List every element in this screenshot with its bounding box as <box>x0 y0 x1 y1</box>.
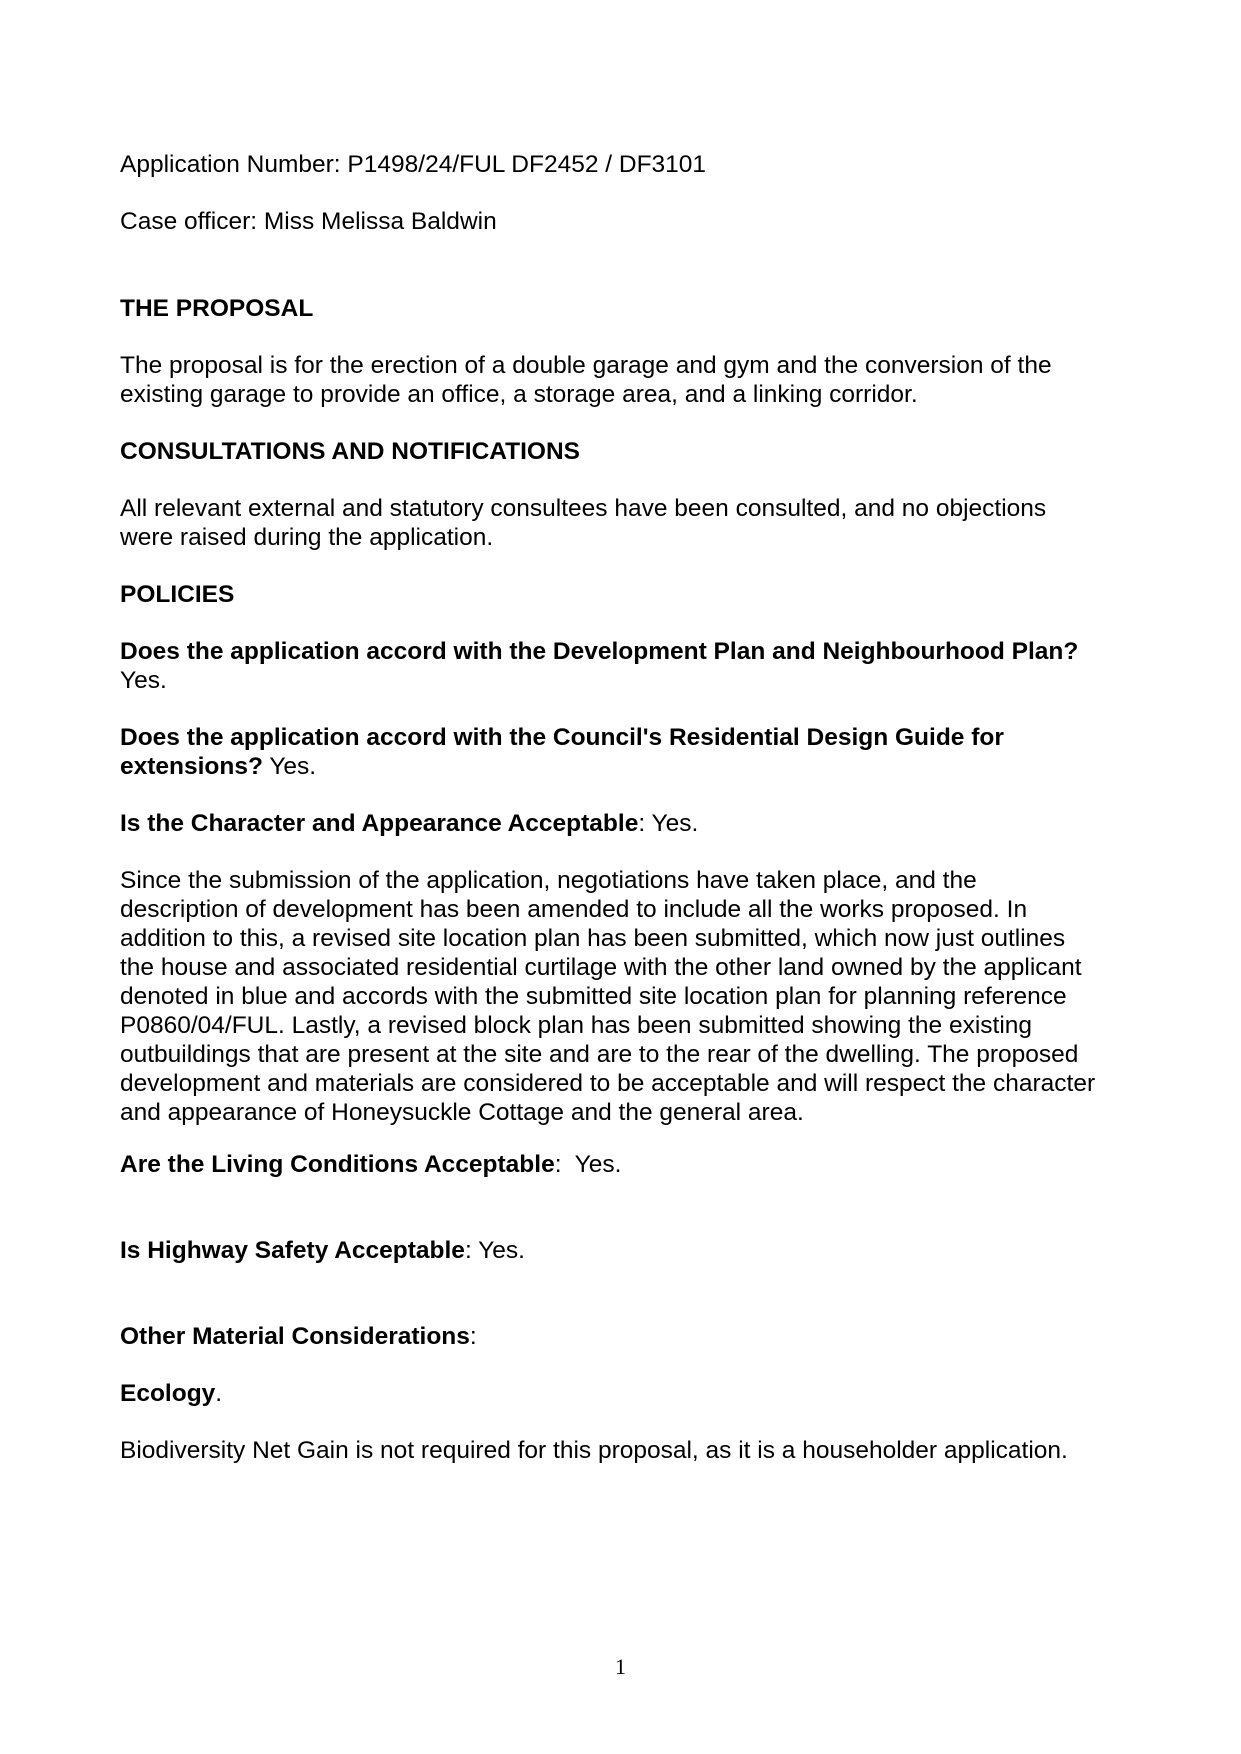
consultations-line: were raised during the application. <box>120 524 494 551</box>
highway-answer: : Yes. <box>464 1237 525 1264</box>
consultations-heading: CONSULTATIONS AND NOTIFICATIONS <box>120 438 581 465</box>
character-paragraph <box>120 866 1120 1127</box>
character-line: denoted in blue and accords with the submitted site location plan for planning reference <box>120 983 1067 1010</box>
ecology-suffix: . <box>215 1380 223 1407</box>
character-label: Is the Character and Appearance Acceptable <box>120 810 639 837</box>
character-line: addition to this, a revised site location plan has been submitted, which now just outlines <box>120 925 1066 952</box>
character-line: P0860/04/FUL. Lastly, a revised block plan has been submitted showing the existing <box>120 1012 1033 1039</box>
character-line: Since the submission of the application, negotiations have taken place, and the <box>120 867 977 894</box>
proposal-heading: THE PROPOSAL <box>120 295 314 322</box>
highway-safety-item <box>120 1236 1120 1265</box>
consultations-paragraph <box>120 494 1120 552</box>
page-number: 1 <box>615 1654 626 1679</box>
highway-label: Is Highway Safety Acceptable <box>120 1237 465 1264</box>
application-number: Application Number: P1498/24/FUL DF2452 / DF3101 <box>120 151 707 178</box>
character-line: outbuildings that are present at the site and are to the rear of the dwelling. The proposed <box>120 1041 1079 1068</box>
other-considerations-item <box>120 1322 1120 1351</box>
development-plan-question <box>120 637 1120 695</box>
question-text: Does the application accord with the Council's Residential Design Guide for <box>120 724 1004 751</box>
proposal-paragraph <box>120 351 1120 409</box>
character-line: and appearance of Honeysuckle Cottage and the general area. <box>120 1099 804 1126</box>
question-text: extensions? <box>120 753 263 780</box>
character-line: the house and associated residential curtilage with the other land owned by the applicant <box>120 954 1082 981</box>
living-answer: : Yes. <box>554 1151 622 1178</box>
answer-text: Yes. <box>262 753 317 780</box>
ecology-paragraph: Biodiversity Net Gain is not required for this proposal, as it is a householder application. <box>120 1437 1068 1464</box>
ecology-label: Ecology <box>120 1380 216 1407</box>
character-appearance-item <box>120 809 1120 838</box>
other-suffix: : <box>469 1323 477 1350</box>
character-line: development and materials are considered to be acceptable and will respect the character <box>120 1070 1096 1097</box>
design-guide-question <box>120 723 1120 781</box>
character-answer: : Yes. <box>638 810 699 837</box>
question-text: Does the application accord with the Development Plan and Neighbourhood Plan? <box>120 638 1079 665</box>
ecology-item <box>120 1379 1120 1408</box>
other-label: Other Material Considerations <box>120 1323 470 1350</box>
policies-heading: POLICIES <box>120 581 235 608</box>
living-label: Are the Living Conditions Acceptable <box>120 1151 555 1178</box>
living-conditions-item <box>120 1150 1120 1179</box>
consultations-line: All relevant external and statutory consultees have been consulted, and no objections <box>120 495 1047 522</box>
proposal-line: existing garage to provide an office, a storage area, and a linking corridor. <box>120 381 918 408</box>
character-line: description of development has been amended to include all the works proposed. In <box>120 896 1028 923</box>
case-officer: Case officer: Miss Melissa Baldwin <box>120 208 497 235</box>
proposal-line: The proposal is for the erection of a double garage and gym and the conversion of the <box>120 352 1052 379</box>
answer-text: Yes. <box>120 667 167 694</box>
